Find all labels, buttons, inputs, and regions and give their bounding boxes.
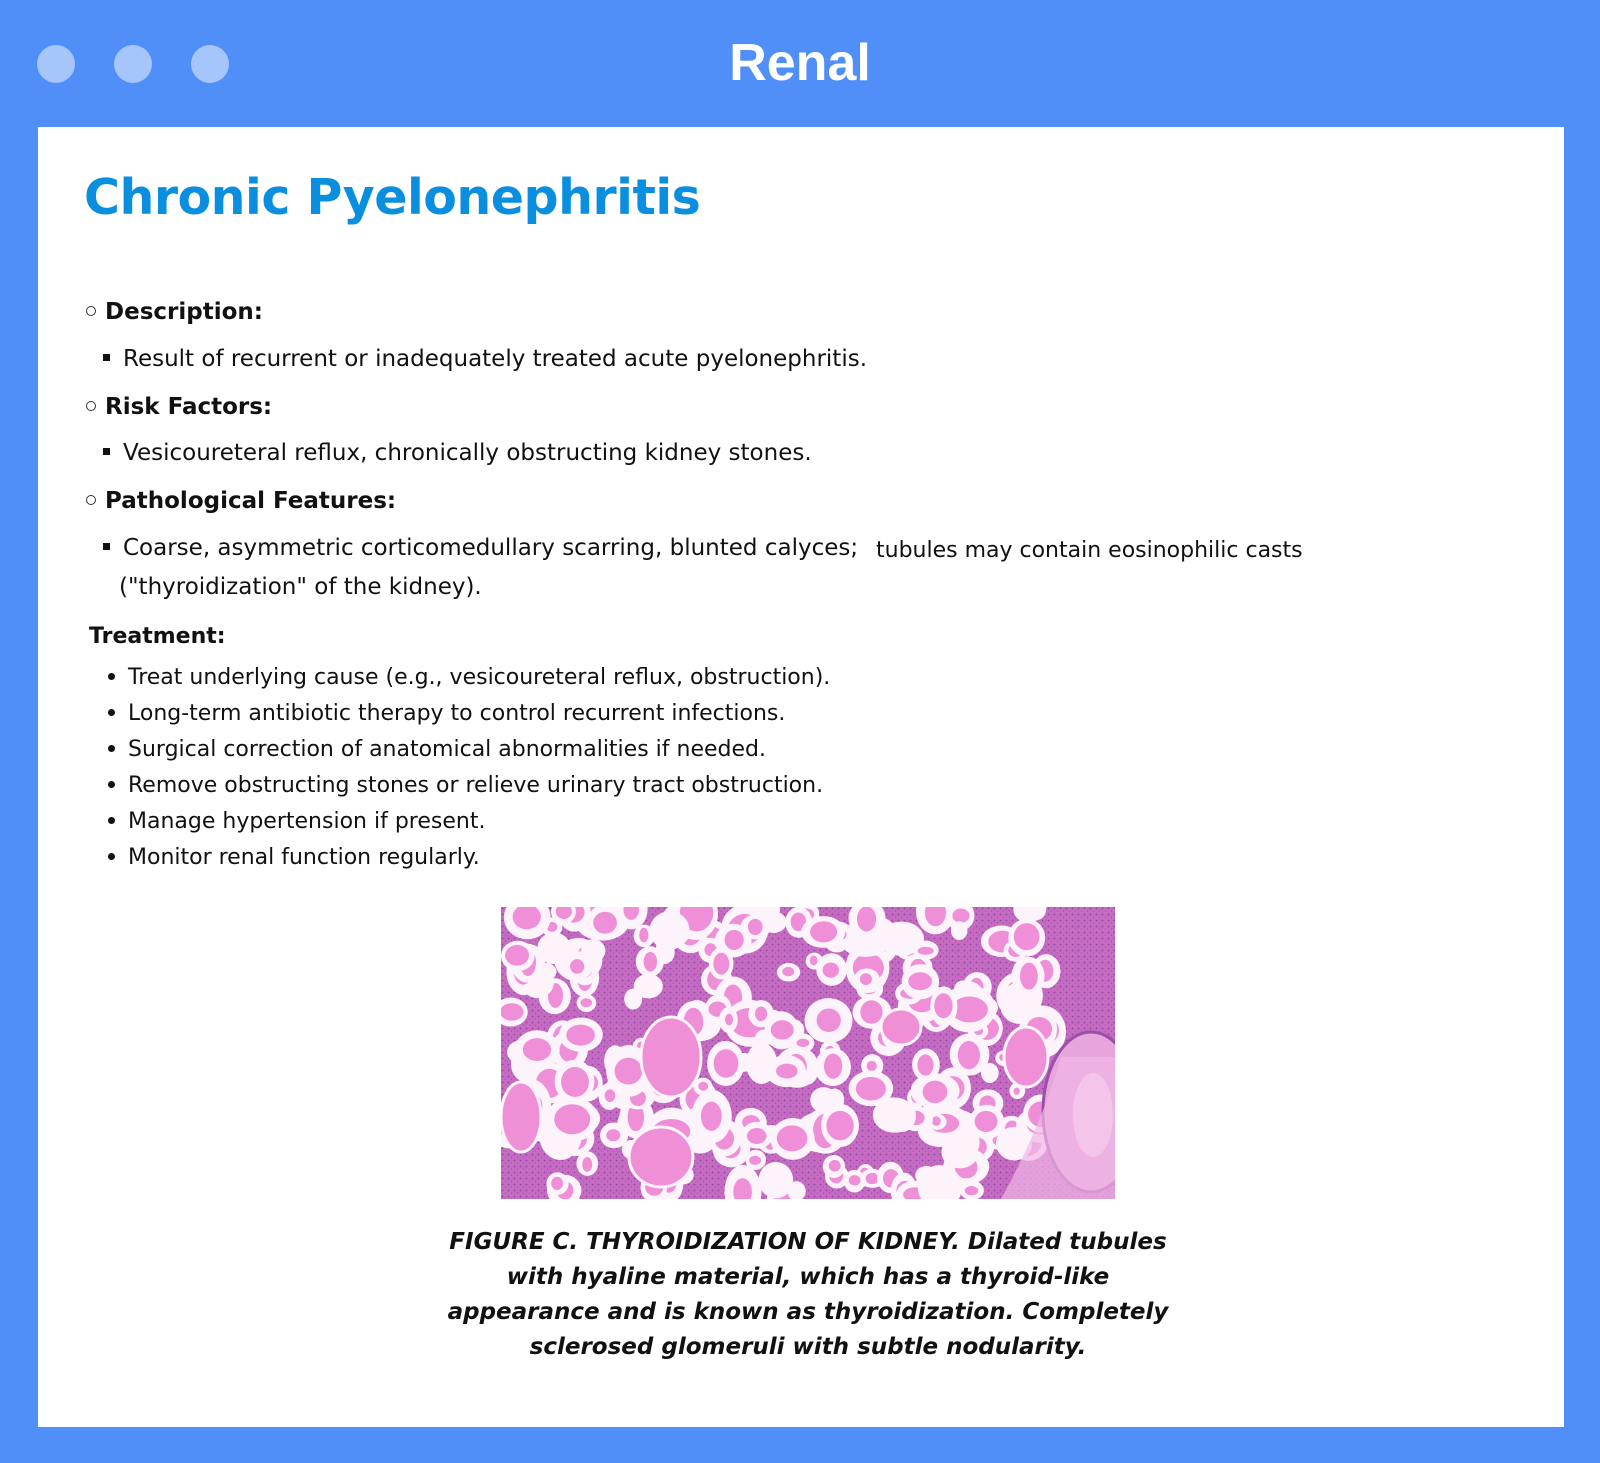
section-risk-factors-heading [86, 392, 272, 422]
figure-caption: FIGURE C. THYROIDIZATION OF KIDNEY. Dilated tubules with hyaline material, which has a thyroid-like appearance and is known as thyroidization. Completely sclerosed glomeruli with subtle nodularity. [447, 1229, 1169, 1360]
histology-image-drawing [501, 907, 1115, 1199]
item-text: Long-term antibiotic therapy to control recurrent infections. [128, 701, 786, 726]
page-heading: Chronic Pyelonephritis [84, 169, 701, 226]
pathological-features-item [103, 533, 858, 563]
section-description-heading [86, 297, 263, 327]
treatment-list [108, 660, 830, 876]
section-title: Pathological Features: [105, 488, 397, 514]
square-bullet-icon [103, 354, 110, 361]
window-title: Renal [729, 34, 871, 92]
item-text: Vesicoureteral reflux, chronically obstructing kidney stones. [123, 440, 812, 466]
item-text: Monitor renal function regularly. [128, 845, 480, 870]
list-item [108, 732, 830, 768]
item-text: Result of recurrent or inadequately treated acute pyelonephritis. [123, 346, 868, 372]
dot-bullet-icon [108, 709, 115, 716]
window-titlebar [0, 0, 1600, 128]
dot-bullet-icon [108, 817, 115, 824]
item-text: Coarse, asymmetric corticomedullary scarring, blunted calyces; [123, 535, 859, 561]
list-item [108, 840, 830, 876]
circle-bullet-icon [86, 401, 96, 411]
square-bullet-icon [103, 448, 110, 455]
dot-bullet-icon [108, 853, 115, 860]
treatment-heading: Treatment: [89, 624, 226, 649]
section-title: Description: [105, 299, 263, 325]
dot-bullet-icon [108, 673, 115, 680]
section-pathological-features-heading [86, 486, 396, 516]
list-item [108, 804, 830, 840]
circle-bullet-icon [86, 306, 96, 316]
item-text: Treat underlying cause (e.g., vesicoureteral reflux, obstruction). [128, 665, 831, 690]
description-item [103, 344, 867, 374]
risk-factors-item [103, 438, 812, 468]
item-text: Surgical correction of anatomical abnormalities if needed. [128, 737, 766, 762]
item-text: Manage hypertension if present. [128, 809, 486, 834]
pathological-features-item-continued: tubules may contain eosinophilic casts [876, 538, 1303, 563]
list-item [108, 696, 830, 732]
circle-bullet-icon [86, 495, 96, 505]
section-title: Risk Factors: [105, 394, 273, 420]
histology-image [501, 907, 1115, 1199]
list-item [108, 768, 830, 804]
content-page [38, 127, 1564, 1427]
square-bullet-icon [103, 543, 110, 550]
dot-bullet-icon [108, 781, 115, 788]
item-text: Remove obstructing stones or relieve urinary tract obstruction. [128, 773, 824, 798]
dot-bullet-icon [108, 745, 115, 752]
list-item [108, 660, 830, 696]
pathological-features-item-wrapped: ("thyroidization" of the kidney). [119, 574, 482, 600]
